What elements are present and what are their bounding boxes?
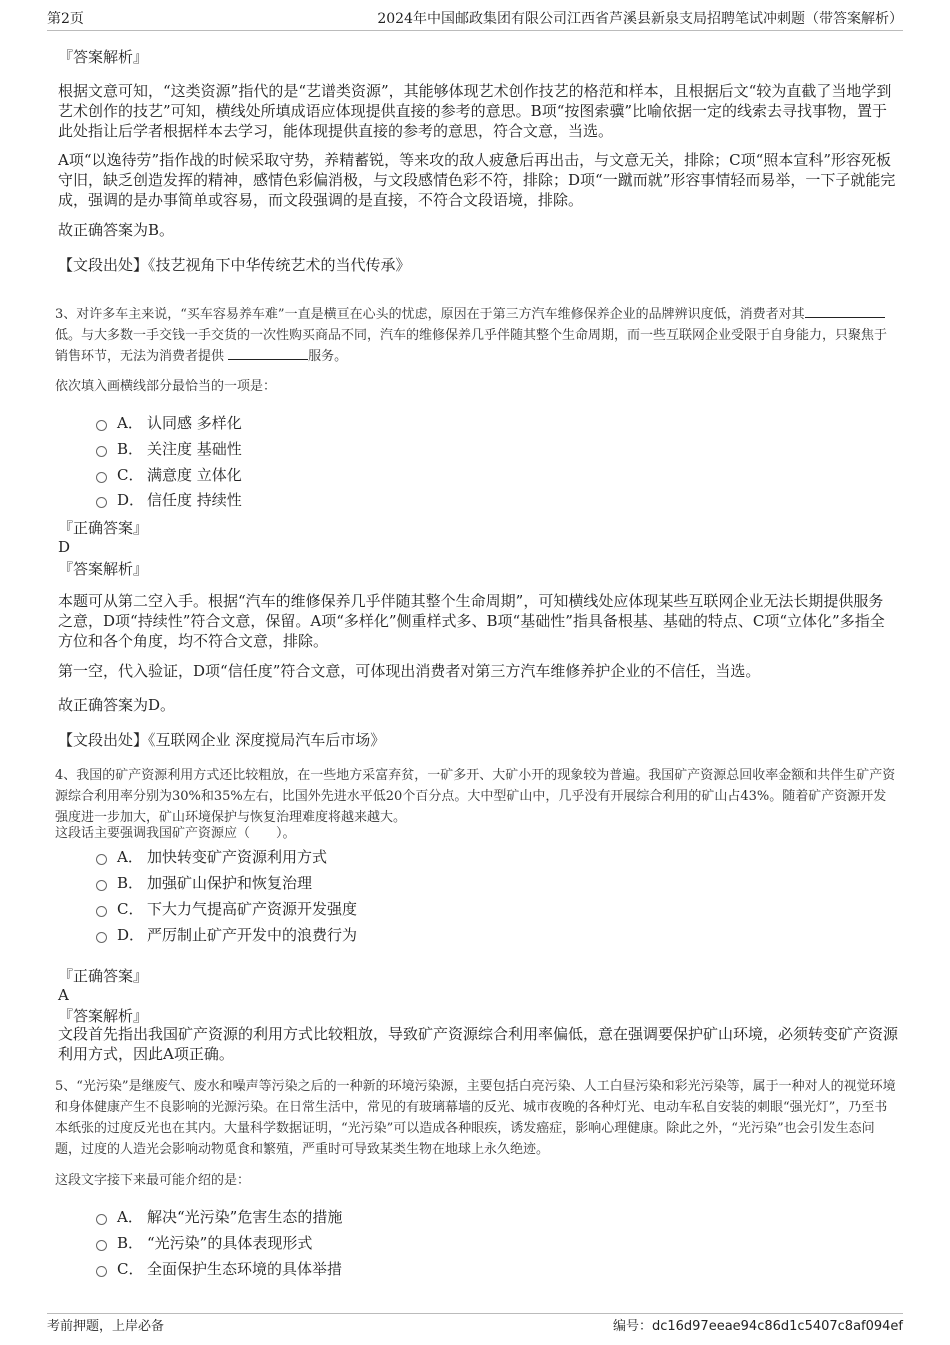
q3-option-d[interactable]	[96, 490, 242, 510]
q3-conclusion: 故正确答案为D。	[58, 696, 176, 714]
q4-prompt: 这段话主要强调我国矿产资源应（ ）。	[55, 826, 296, 841]
q3-text-part3: 服务。	[308, 349, 348, 364]
q4-option-a[interactable]	[96, 847, 327, 867]
radio-icon[interactable]	[96, 880, 107, 891]
option-letter: A．	[117, 414, 143, 432]
page-number: 第2页	[47, 11, 84, 27]
q4-option-c[interactable]	[96, 899, 357, 919]
option-text: 满意度 立体化	[147, 466, 242, 484]
q3-question-text	[55, 304, 897, 367]
option-text: “光污染”的具体表现形式	[147, 1234, 313, 1252]
q4-option-b[interactable]	[96, 873, 312, 893]
option-text: 解决“光污染”危害生态的措施	[147, 1208, 343, 1226]
option-letter: D．	[117, 926, 145, 944]
q3-answer: D	[58, 538, 71, 556]
option-text: 下大力气提高矿产资源开发强度	[147, 900, 358, 918]
option-letter: C．	[117, 466, 144, 484]
option-letter: A．	[117, 848, 143, 866]
option-text: 严厉制止矿产开发中的浪费行为	[147, 926, 358, 944]
option-letter: D．	[117, 491, 145, 509]
option-letter: B．	[117, 874, 144, 892]
option-letter: C．	[117, 1260, 144, 1278]
q3-text-part1: 3、对许多车主来说，“买车容易养车难”一直是横亘在心头的忧虑，原因在于第三方汽车维修保养企业的品牌辨识度低，消费者对其	[55, 307, 805, 322]
q3-prompt: 依次填入画横线部分最恰当的一项是：	[55, 379, 277, 394]
option-text: 认同感 多样化	[147, 414, 242, 432]
q2-analysis-para1: 根据文意可知，“这类资源”指代的是“艺谱类资源”，其能够体现艺术创作技艺的格范和样本，且根据后文“较为直截了当地学到艺术创作的技艺”可知，横线处所填成语应体现提供直接的参考的意思。B项“按图索骥”比喻依据一定的线索去寻找事物，置于此处指让后学者根据样本去学习，能体现提供直接的参考的意思，符合文意，当选。	[58, 82, 892, 140]
q5-prompt: 这段文字接下来最可能介绍的是：	[55, 1173, 251, 1188]
footer-code	[613, 1316, 903, 1338]
q3-blank-2	[228, 347, 308, 360]
option-letter: B．	[117, 440, 144, 458]
document-title: 2024年中国邮政集团有限公司江西省芦溪县新泉支局招聘笔试冲刺题（带答案解析）	[377, 11, 903, 27]
page-footer	[47, 1313, 903, 1337]
option-text: 关注度 基础性	[147, 440, 242, 458]
q3-analysis-para1: 本题可从第二空入手。根据“汽车的维修保养几乎伴随其整个生命周期”，可知横线处应体现某些互联网企业无法长期提供服务之意，D项“持续性”符合文意，保留。A项“多样化”侧重样式多、B项“基础性”指具备根基、基础的特点、C项“立体化”多指全方位和各个角度，均不符合文意，排除。	[58, 592, 885, 650]
footer-code-label: 编号：	[612, 1319, 652, 1334]
q5-option-a[interactable]	[96, 1207, 342, 1227]
q3-blank-1	[805, 305, 885, 318]
radio-icon[interactable]	[96, 932, 107, 943]
option-text: 加快转变矿产资源利用方式	[147, 848, 328, 866]
option-letter: C．	[117, 900, 144, 918]
radio-icon[interactable]	[96, 1266, 107, 1277]
q3-option-b[interactable]	[96, 439, 242, 459]
option-letter: A．	[117, 1208, 143, 1226]
radio-icon[interactable]	[96, 854, 107, 865]
q4-option-d[interactable]	[96, 925, 357, 945]
q2-analysis-label: 『答案解析』	[58, 48, 149, 66]
q2-source: 【文段出处】《技艺视角下中华传统艺术的当代传承》	[58, 256, 411, 274]
option-text: 加强矿山保护和恢复治理	[147, 874, 313, 892]
q5-option-b[interactable]	[96, 1233, 312, 1253]
footer-slogan: 考前押题，上岸必备	[47, 1319, 165, 1334]
q4-analysis-label: 『答案解析』	[58, 1007, 149, 1025]
q2-conclusion: 故正确答案为B。	[58, 221, 175, 239]
q4-analysis: 文段首先指出我国矿产资源的利用方式比较粗放，导致矿产资源综合利用率偏低，意在强调要保护矿山环境，必须转变矿产资源利用方式，因此A项正确。	[58, 1025, 899, 1063]
radio-icon[interactable]	[96, 446, 107, 457]
radio-icon[interactable]	[96, 1214, 107, 1225]
q4-answer: A	[58, 986, 69, 1004]
radio-icon[interactable]	[96, 906, 107, 917]
q5-question-text: 5、“光污染”是继废气、废水和噪声等污染之后的一种新的环境污染源，主要包括白亮污染、人工白昼污染和彩光污染等，属于一种对人的视觉环境和身体健康产生不良影响的光源污染。在日常生活中，常见的有玻璃幕墙的反光、城市夜晚的各种灯光、电动车私自安装的刺眼“强光灯”，乃至书本纸张的过度反光也在其内。大量科学数据证明，“光污染”可以造成各种眼疾，诱发癌症，影响心理健康。除此之外，“光污染”也会引发生态问题，过度的人造光会影响动物觅食和繁殖，严重时可导致某类生物在地球上永久绝迹。	[55, 1079, 896, 1157]
option-text: 全面保护生态环境的具体举措	[147, 1260, 343, 1278]
q3-source: 【文段出处】《互联网企业 深度搅局汽车后市场》	[58, 731, 386, 749]
radio-icon[interactable]	[96, 497, 107, 508]
radio-icon[interactable]	[96, 420, 107, 431]
option-letter: B．	[117, 1234, 144, 1252]
q5-option-c[interactable]	[96, 1259, 342, 1279]
q2-analysis-para2: A项“以逸待劳”指作战的时候采取守势，养精蓄锐，等来攻的敌人疲惫后再出击，与文意无关，排除；C项“照本宣科”形容死板守旧，缺乏创造发挥的精神，感情色彩偏消极，与文段感情色彩不符，排除；D项“一蹴而就”形容事情轻而易举，一下子就能完成，强调的是办事简单或容易，而文段强调的是直接，不符合文段语境，排除。	[58, 151, 896, 209]
radio-icon[interactable]	[96, 472, 107, 483]
option-text: 信任度 持续性	[147, 491, 242, 509]
page-header	[47, 8, 903, 31]
q3-analysis-para2: 第一空，代入验证，D项“信任度”符合文意，可体现出消费者对第三方汽车维修养护企业的不信任，当选。	[58, 662, 761, 680]
q3-option-a[interactable]	[96, 413, 242, 433]
q3-analysis-label: 『答案解析』	[58, 560, 149, 578]
q3-text-part2: 低。与大多数一手交钱一手交货的一次性购买商品不同，汽车的维修保养几乎伴随其整个生命周期，而一些互联网企业受限于自身能力，只聚焦于销售环节，无法为消费者提供	[55, 328, 888, 364]
footer-code-value: dc16d97eeae94c86d1c5407c8af094ef	[651, 1319, 903, 1334]
q4-question-text: 4、我国的矿产资源利用方式还比较粗放，在一些地方采富弃贫，一矿多开、大矿小开的现象较为普遍。我国矿产资源总回收率金额和共伴生矿产资源综合利用率分别为30%和35%左右，比国外先进水平低20个百分点。大中型矿山中，几乎没有开展综合利用的矿山占43%。随着矿产资源开发强度进一步加大，矿山环境保护与恢复治理难度将越来越大。	[55, 768, 896, 825]
radio-icon[interactable]	[96, 1240, 107, 1251]
q4-answer-label: 『正确答案』	[58, 967, 149, 985]
q3-option-c[interactable]	[96, 465, 242, 485]
q3-answer-label: 『正确答案』	[58, 519, 149, 537]
